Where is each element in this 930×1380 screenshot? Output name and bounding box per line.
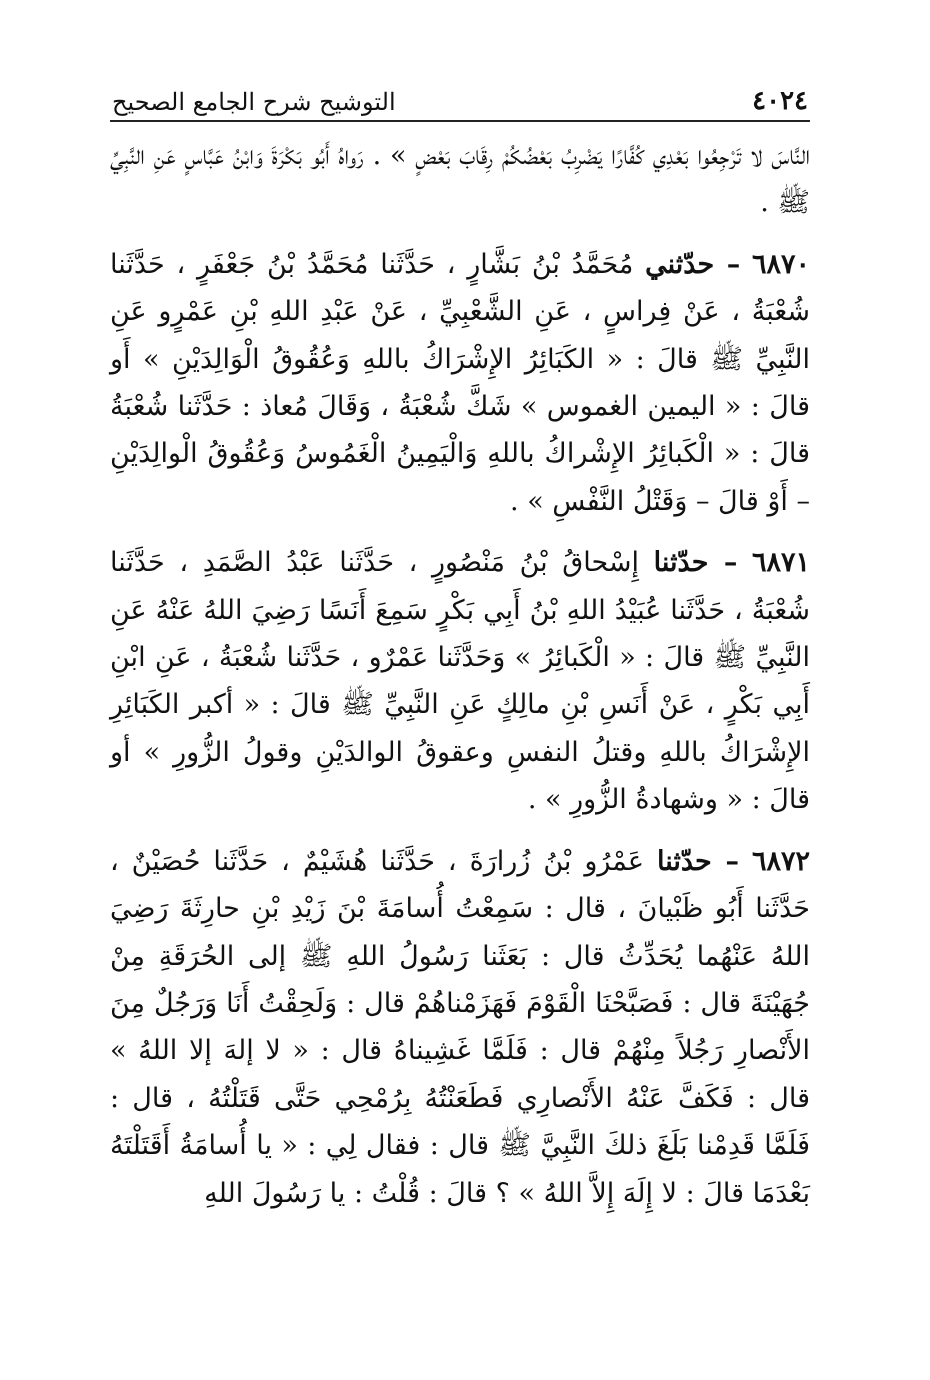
hadith-number: ٦٨٧٢ [751,845,810,877]
dash-separator: – [714,248,741,280]
hadith-lead-word: حدّثنا [653,547,709,579]
paragraph-text: النَّاسَ لا تَرْجِعُوا بَعْدِي كُفَّارًا يَضْرِبُ بَعْضُكُمْ رِقَابَ بَعْضٍ » . رَواهُ أَبُو بَكْرَةَ وَابْنُ عَبَّاسٍ عَنِ النَّبِيِّ ﷺ . [110,140,810,219]
dash-separator: – [708,547,738,579]
hadith-6870 [110,241,810,525]
book-page [110,80,810,1217]
paragraph-text: عَمْرُو بْنُ زُرارَةَ ، حَدَّثَنا هُشَيْمٌ ، حَدَّثَنا حُصَيْنٌ ، حَدَّثَنا أَبُو ظَبْيانَ ، قال : سَمِعْتُ أُسامَةَ بْنَ زَيْدِ بْنِ حارِثَةَ رَضِيَ اللهُ عَنْهُما يُحَدِّثُ قال : بَعَثَنا رَسُولُ اللهِ ﷺ إلى الحُرَقَةِ مِنْ جُهَيْنَةَ قال : فَصَبَّحْنَا الْقَوْمَ فَهَزَمْناهُمْ قال : وَلَحِقْتُ أَنَا وَرَجُلٌ مِنَ الأَنْصارِ رَجُلاً مِنْهُمْ قال : فَلَمَّا غَشِيناهُ قال : « لا إلهَ إلا اللهُ » قال : فَكَفَّ عَنْهُ الأَنْصارِي فَطَعَنْتُهُ بِرُمْحِي حَتَّى قَتَلْتُهُ ، قال : فَلَمَّا قَدِمْنا بَلَغَ ذلكَ النَّبِيَّ ﷺ قال : فقال لِي : « يا أُسامَةُ أَقَتَلْتَهُ بَعْدَمَا قالَ : لا إِلَهَ إِلاَّ اللهُ » ؟ قالَ : قُلْتُ : يا رَسُولَ اللهِ [110,845,810,1209]
hadith-number: ٦٨٧١ [751,547,810,579]
page-number: ٤٠٢٤ [752,86,808,116]
page-body [110,132,810,1217]
paragraph-text: مُحَمَّدُ بْنُ بَشَّارٍ ، حَدَّثَنا مُحَمَّدُ بْنُ جَعْفَرٍ ، حَدَّثَنا شُعْبَةُ ، عَنْ فِراسٍ ، عَنِ الشَّعْبِيِّ ، عَنْ عَبْدِ اللهِ بْنِ عَمْرٍو عَنِ النَّبِيِّ ﷺ قالَ : « الكَبَائِرُ الإِشْرَاكُ باللهِ وَعُقُوقُ الْوَالِدَيْنِ » أَو قالَ : « اليمين الغموس » شَكَّ شُعْبَةُ ، وَقَالَ مُعاذ : حَدَّثَنا شُعْبَةُ قالَ : « الْكَبائِرُ الإِشْراكُ باللهِ وَالْيَمِينُ الْغَمُوسُ وَعُقُوقُ الْوالِدَيْنِ – أَوْ قالَ – وَقَتْلُ النَّفْسِ » . [110,248,810,517]
hadith-lead-word: حدّثني [645,248,715,280]
dash-separator: – [711,845,740,877]
hadith-number: ٦٨٧٠ [751,248,810,280]
hadith-6872 [110,838,810,1217]
hadith-6871 [110,539,810,823]
page-header [110,80,810,122]
hadith-lead-word: حدّثنا [656,845,712,877]
paragraph-continuation [110,132,810,227]
running-title: التوشيح شرح الجامع الصحيح [112,88,396,116]
paragraph-text: إِسْحاقُ بْنُ مَنْصُورٍ ، حَدَّثَنا عَبْدُ الصَّمَدِ ، حَدَّثَنا شُعْبَةُ ، حَدَّثَنا عُبَيْدُ اللهِ بْنُ أَبِي بَكْرٍ سَمِعَ أَنَسًا رَضِيَ اللهُ عَنْهُ عَنِ النَّبِيِّ ﷺ قالَ : « الْكَبائِرُ » وَحَدَّثَنا عَمْرٌو ، حَدَّثَنا شُعْبَةُ ، عَنِ ابْنِ أَبِي بَكْرٍ ، عَنْ أَنَسِ بْنِ مالِكٍ عَنِ النَّبِيِّ ﷺ قالَ : « أكبر الكَبَائِرِ الإِشْرَاكُ باللهِ وقتلُ النفسِ وعقوقُ الوالدَيْنِ وقولُ الزُّورِ » أو قالَ : « وشهادةُ الزُّورِ » . [110,547,810,816]
